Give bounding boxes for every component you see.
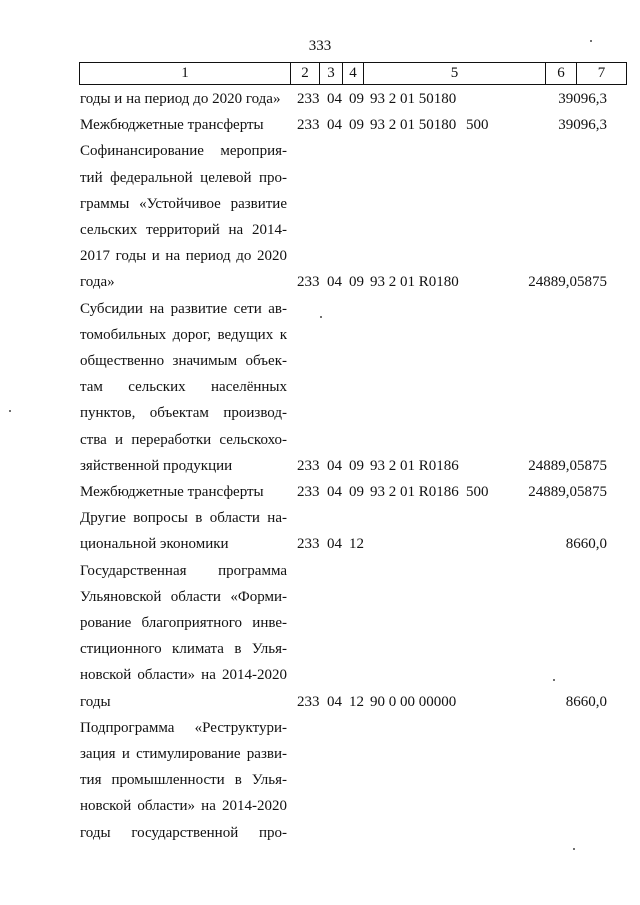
row-description: общественно значимым объек- [80,353,287,369]
table-row [0,269,640,295]
table-row [0,348,640,374]
row-col-6: 500 [466,484,489,500]
row-col-4: 12 [349,693,364,710]
row-description: Субсидии на развитие сети ав- [80,300,287,317]
table-row [0,243,640,269]
row-description: тия промышленности в Улья- [80,772,287,789]
row-col-7: 39096,3 [558,117,607,134]
row-col-5: 93 2 01 R0186 [370,457,459,474]
table-row [0,427,640,453]
row-col-3: 04 [327,274,342,291]
table-row [0,374,640,400]
row-description: Подпрограмма «Реструктури- [80,719,287,736]
table-row [0,820,640,846]
row-description: томобильных дорог, ведущих к [80,326,287,343]
table-row [0,636,640,662]
table-row [0,112,640,138]
row-col-2: 233 [297,457,320,474]
table-row [0,558,640,584]
table-row [0,584,640,610]
row-description: тий федеральной целевой про- [80,169,287,186]
row-col-4: 09 [349,117,364,134]
row-col-7: 39096,3 [558,91,607,107]
row-description: зяйственной продукции [80,457,233,474]
table-row [0,689,640,715]
table-row [0,767,640,793]
row-col-2: 233 [297,117,320,134]
scan-speck [590,40,592,42]
row-col-3: 04 [327,457,342,474]
table-row [0,138,640,164]
row-description: пунктов, объектам производ- [80,405,287,422]
header-col-1: 1 [181,65,189,81]
row-description: Ульяновской области «Форми- [80,588,287,605]
table-row [0,662,640,688]
table-row [0,793,640,819]
row-col-7: 24889,05875 [528,274,607,291]
row-description: Государственная программа [80,562,287,579]
table-row [0,86,640,112]
table-row [0,741,640,767]
row-description: циональной экономики [80,536,229,553]
table-row [0,191,640,217]
row-description: новской области» на 2014-2020 [80,667,287,684]
header-col-5: 5 [450,65,459,81]
table-row [0,217,640,243]
row-col-2: 233 [297,536,320,553]
row-description: годы и на период до 2020 года» [80,91,281,107]
scan-speck [320,316,322,318]
row-col-7: 8660,0 [565,536,607,553]
row-description: года» [80,274,115,291]
row-col-4: 09 [349,91,364,107]
row-description: стиционного климата в Улья- [80,641,287,658]
header-col-6: 6 [557,65,565,81]
row-col-7: 24889,05875 [528,457,607,474]
row-col-4: 09 [349,484,364,500]
row-description: новской области» на 2014-2020 [80,798,287,815]
scan-speck [553,679,555,681]
row-description: зация и стимулирование разви- [80,746,287,762]
row-description: Другие вопросы в области на- [80,510,287,527]
row-description: годы [80,693,111,710]
table-row [0,715,640,741]
row-col-3: 04 [327,117,342,134]
table-row [0,322,640,348]
row-description: 2017 годы и на период до 2020 [80,248,287,265]
table-row [0,165,640,191]
row-description: Межбюджетные трансферты [80,484,264,500]
row-col-2: 233 [297,693,320,710]
header-col-2: 2 [301,65,309,81]
row-description: рование благоприятного инве- [80,615,287,631]
row-col-5: 93 2 01 50180 [370,117,457,134]
row-col-3: 04 [327,91,342,107]
table-row [0,400,640,426]
row-col-3: 04 [327,484,342,500]
row-col-3: 04 [327,693,342,710]
scan-speck [9,410,11,412]
row-col-7: 8660,0 [565,693,607,710]
row-description: сельских территорий на 2014- [80,222,287,238]
row-col-6: 500 [466,117,489,134]
row-col-2: 233 [297,91,320,107]
row-col-3: 04 [327,536,342,553]
row-description: годы государственной про- [80,824,287,841]
row-col-4: 09 [349,274,364,291]
row-description: граммы «Устойчивое развитие [80,195,287,212]
header-col-7: 7 [597,65,606,81]
row-col-5: 93 2 01 R0180 [370,274,459,291]
row-col-7: 24889,05875 [528,484,607,500]
row-col-5: 93 2 01 50180 [370,91,457,107]
table-row [0,531,640,557]
row-description: там сельских населённых [80,379,287,396]
row-col-4: 09 [349,457,364,474]
header-col-3: 3 [327,65,335,81]
row-description: ства и переработки сельскохо- [80,431,287,448]
page-number: 333 [308,38,332,54]
scan-speck [573,848,575,850]
row-col-4: 12 [349,536,364,553]
row-col-5: 93 2 01 R0186 [370,484,459,500]
row-col-2: 233 [297,484,320,500]
row-col-2: 233 [297,274,320,291]
table-row [0,453,640,479]
row-description: Софинансирование мероприя- [80,143,287,160]
header-col-4: 4 [349,65,357,81]
table-row [0,610,640,636]
row-col-5: 90 0 00 00000 [370,693,457,710]
column-header-row [79,62,627,85]
row-description: Межбюджетные трансферты [80,117,264,134]
table-row [0,479,640,505]
table-row [0,505,640,531]
